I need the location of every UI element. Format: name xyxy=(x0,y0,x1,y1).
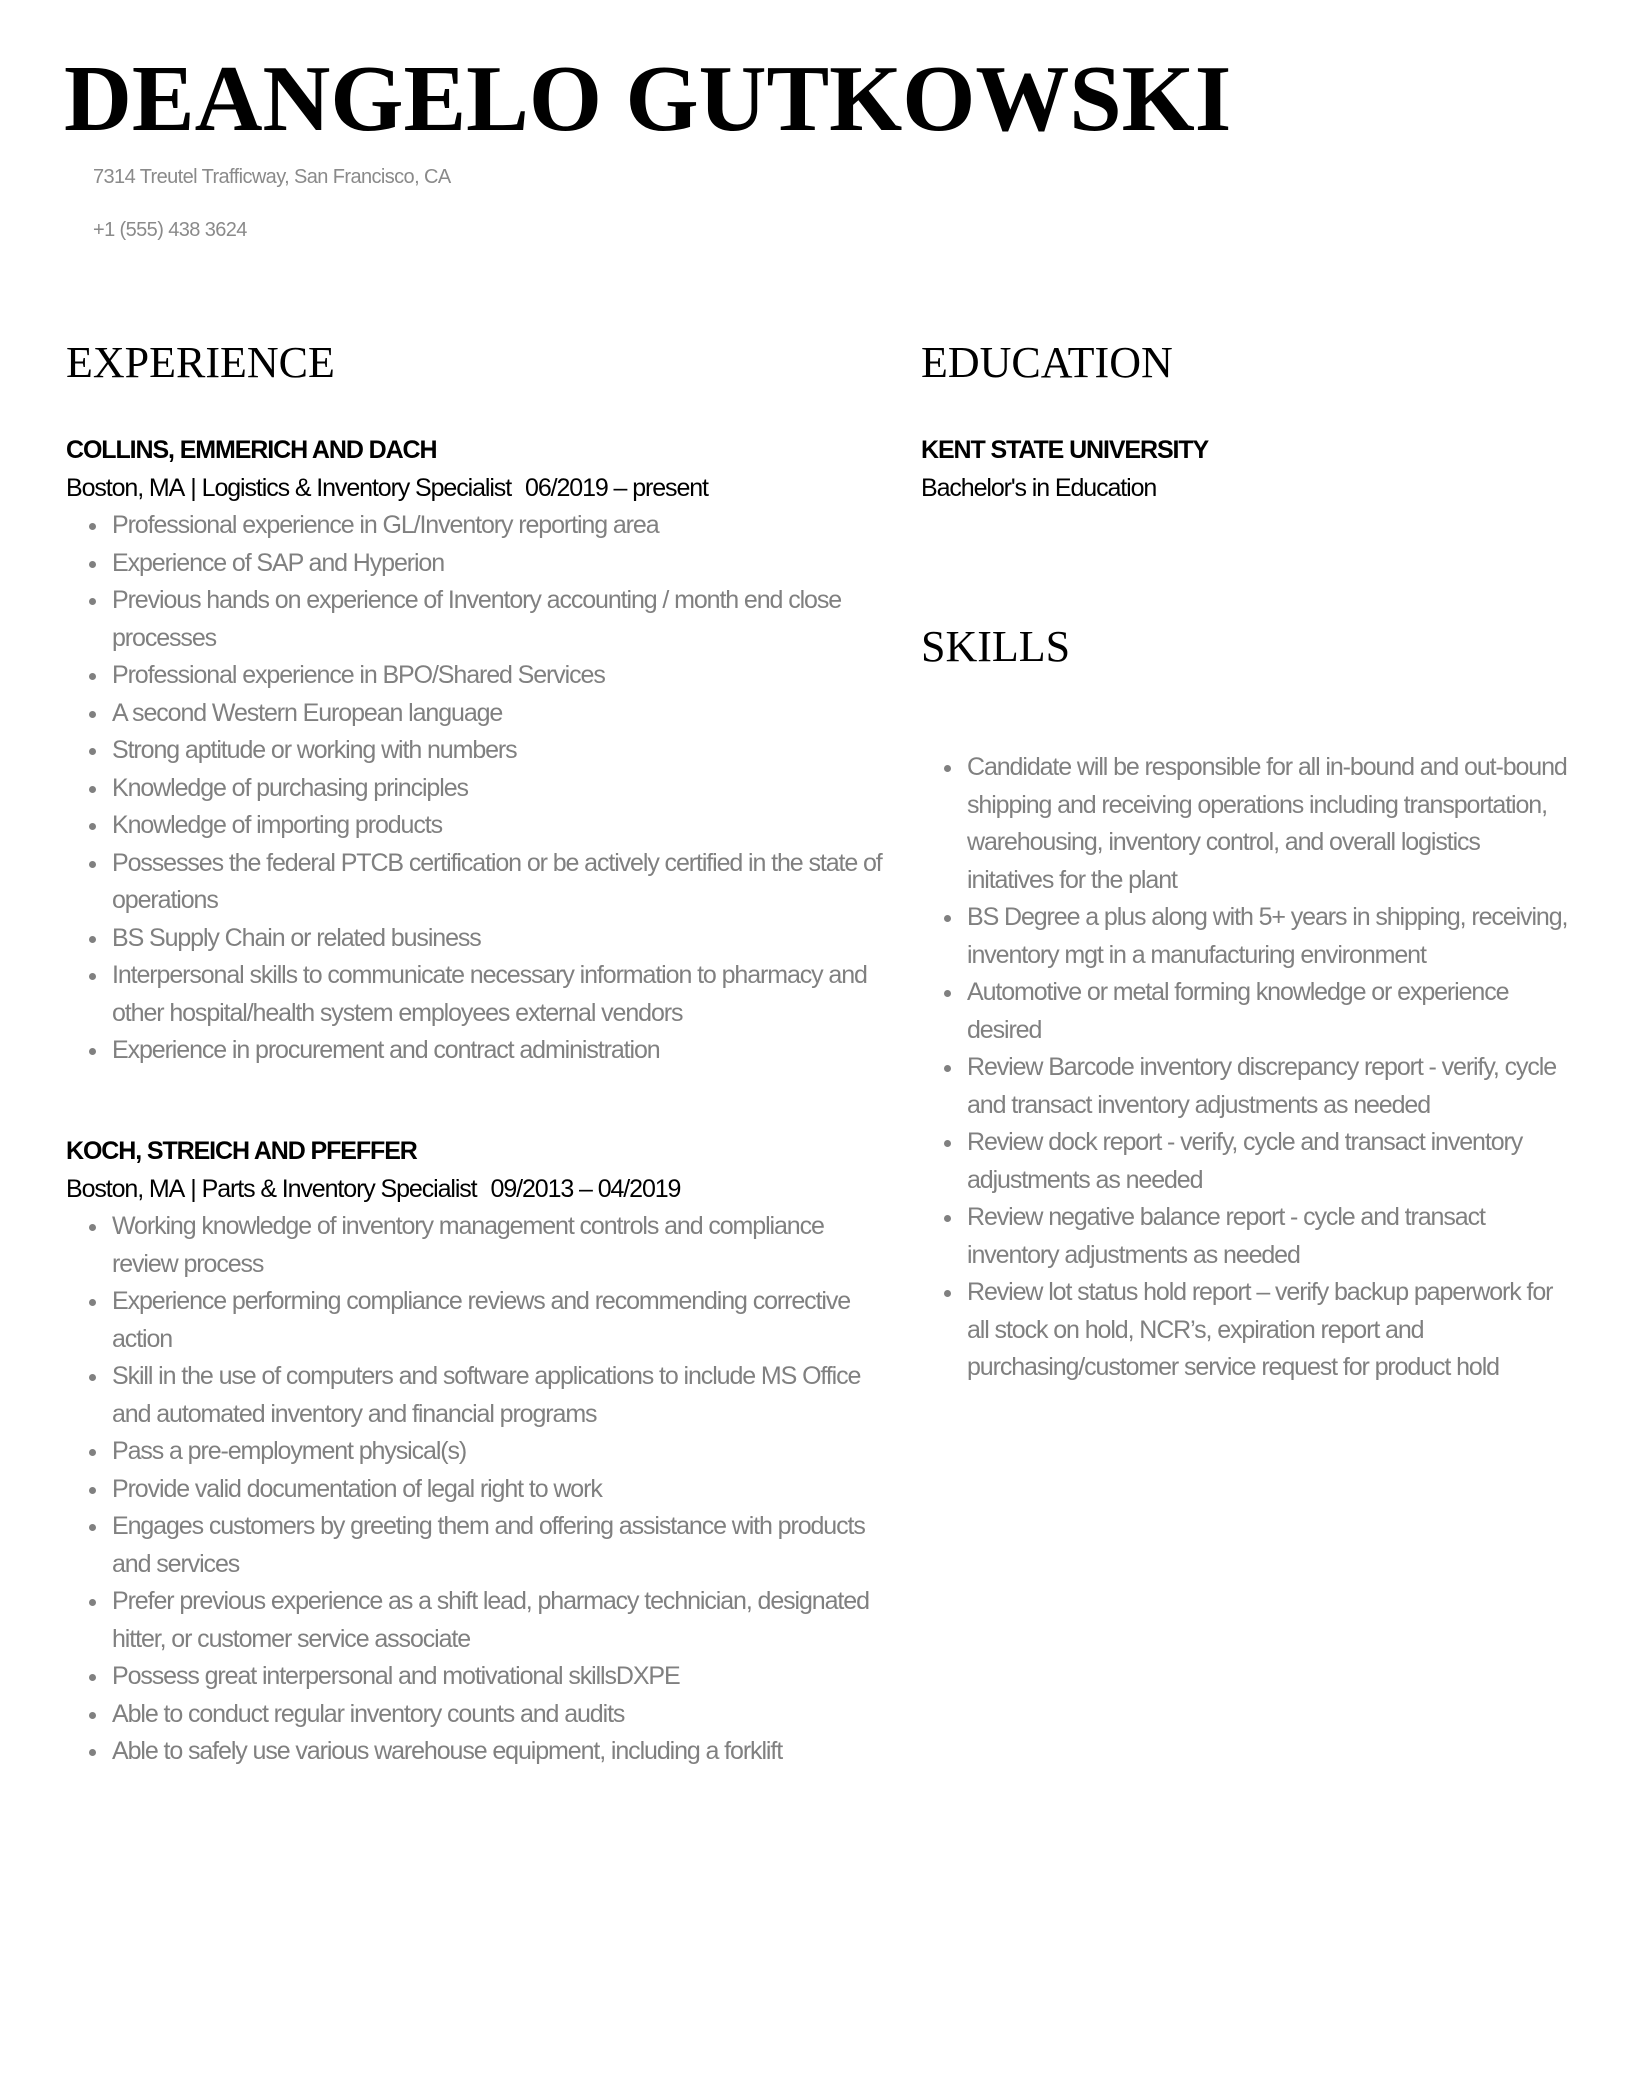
separator: | xyxy=(190,474,196,502)
bullet-icon xyxy=(89,1048,96,1055)
list-item: BS Degree a plus along with 5+ years in shipping, receiving, inventory mgt in a manufacturing environment xyxy=(921,899,1571,974)
bullet-icon xyxy=(89,861,96,868)
bullet-icon xyxy=(89,748,96,755)
list-item: Skill in the use of computers and software applications to include MS Office and automated inventory and financial programs xyxy=(66,1358,886,1433)
bullet-icon xyxy=(944,990,951,997)
job-subline xyxy=(66,469,866,507)
company-name: KOCH, STREICH AND PFEFFER xyxy=(66,1137,417,1165)
contact-phone: +1 (555) 438 3624 xyxy=(93,219,247,241)
bullet-icon xyxy=(944,1140,951,1147)
job-role: Logistics & Inventory Specialist xyxy=(201,474,512,502)
list-item: Strong aptitude or working with numbers xyxy=(66,732,886,770)
bullet-icon xyxy=(89,823,96,830)
list-item: Candidate will be responsible for all in-bound and out-bound shipping and receiving operations including transportation, warehousing, inventory control, and overall logistics initatives for the plant xyxy=(921,749,1571,899)
list-item: Knowledge of purchasing principles xyxy=(66,770,886,808)
bullet-icon xyxy=(89,673,96,680)
job-bullets xyxy=(66,507,886,1070)
bullet-icon xyxy=(89,711,96,718)
bullet-icon xyxy=(944,1290,951,1297)
list-item: Prefer previous experience as a shift lead, pharmacy technician, designated hitter, or customer service associate xyxy=(66,1583,886,1658)
bullet-icon xyxy=(89,1487,96,1494)
bullet-icon xyxy=(89,1599,96,1606)
bullet-icon xyxy=(89,936,96,943)
list-item: Possess great interpersonal and motivational skillsDXPE xyxy=(66,1658,886,1696)
bullet-icon xyxy=(89,523,96,530)
list-item: Automotive or metal forming knowledge or experience desired xyxy=(921,974,1571,1049)
list-item: Interpersonal skills to communicate necessary information to pharmacy and other hospital/health system employees external vendors xyxy=(66,957,886,1032)
job-subline xyxy=(66,1170,866,1208)
company-name: COLLINS, EMMERICH AND DACH xyxy=(66,436,437,464)
job-dates: 06/2019 – present xyxy=(525,474,708,502)
list-item: A second Western European language xyxy=(66,695,886,733)
list-item: Review Barcode inventory discrepancy report - verify, cycle and transact inventory adjustments as needed xyxy=(921,1049,1571,1124)
bullet-icon xyxy=(89,1712,96,1719)
bullet-icon xyxy=(89,1524,96,1531)
skills-heading: SKILLS xyxy=(921,622,1071,671)
degree: Bachelor's in Education xyxy=(921,474,1157,502)
bullet-icon xyxy=(89,973,96,980)
list-item: Able to safely use various warehouse equipment, including a forklift xyxy=(66,1733,886,1771)
skills-bullets xyxy=(921,749,1571,1387)
bullet-icon xyxy=(89,598,96,605)
candidate-name: DEANGELO GUTKOWSKI xyxy=(64,47,1232,151)
skills-list xyxy=(921,749,1571,1387)
school-name: KENT STATE UNIVERSITY xyxy=(921,436,1209,464)
bullet-icon xyxy=(944,765,951,772)
bullet-icon xyxy=(89,1374,96,1381)
bullet-icon xyxy=(89,1224,96,1231)
list-item: Able to conduct regular inventory counts and audits xyxy=(66,1696,886,1734)
job-entry xyxy=(66,1132,869,1771)
list-item: Provide valid documentation of legal right to work xyxy=(66,1471,886,1509)
list-item: BS Supply Chain or related business xyxy=(66,920,886,958)
job-entry xyxy=(66,431,882,1070)
list-item: Possesses the federal PTCB certification or be actively certified in the state of operations xyxy=(66,845,886,920)
bullet-icon xyxy=(944,1215,951,1222)
list-item: Review negative balance report - cycle and transact inventory adjustments as needed xyxy=(921,1199,1571,1274)
list-item: Experience performing compliance reviews and recommending corrective action xyxy=(66,1283,886,1358)
job-bullets xyxy=(66,1208,886,1771)
list-item: Pass a pre-employment physical(s) xyxy=(66,1433,886,1471)
contact-address: 7314 Treutel Trafficway, San Francisco, CA xyxy=(93,166,451,188)
job-location: Boston, MA xyxy=(66,1175,185,1203)
list-item: Experience in procurement and contract administration xyxy=(66,1032,886,1070)
bullet-icon xyxy=(89,1674,96,1681)
education-heading: EDUCATION xyxy=(921,338,1173,387)
job-dates: 09/2013 – 04/2019 xyxy=(490,1175,681,1203)
bullet-icon xyxy=(89,1749,96,1756)
bullet-icon xyxy=(944,1065,951,1072)
experience-heading: EXPERIENCE xyxy=(66,338,335,387)
list-item: Engages customers by greeting them and offering assistance with products and services xyxy=(66,1508,886,1583)
job-role: Parts & Inventory Specialist xyxy=(201,1175,477,1203)
list-item: Professional experience in BPO/Shared Services xyxy=(66,657,886,695)
bullet-icon xyxy=(89,1449,96,1456)
bullet-icon xyxy=(944,915,951,922)
list-item: Previous hands on experience of Inventory accounting / month end close processes xyxy=(66,582,886,657)
bullet-icon xyxy=(89,561,96,568)
job-location: Boston, MA xyxy=(66,474,185,502)
education-entry xyxy=(921,431,1581,507)
list-item: Experience of SAP and Hyperion xyxy=(66,545,886,583)
list-item: Review lot status hold report – verify backup paperwork for all stock on hold, NCR’s, expiration report and purchasing/customer service request for product hold xyxy=(921,1274,1571,1387)
list-item: Review dock report - verify, cycle and transact inventory adjustments as needed xyxy=(921,1124,1571,1199)
separator: | xyxy=(190,1175,196,1203)
list-item: Professional experience in GL/Inventory reporting area xyxy=(66,507,886,545)
bullet-icon xyxy=(89,786,96,793)
list-item: Working knowledge of inventory management controls and compliance review process xyxy=(66,1208,886,1283)
list-item: Knowledge of importing products xyxy=(66,807,886,845)
bullet-icon xyxy=(89,1299,96,1306)
